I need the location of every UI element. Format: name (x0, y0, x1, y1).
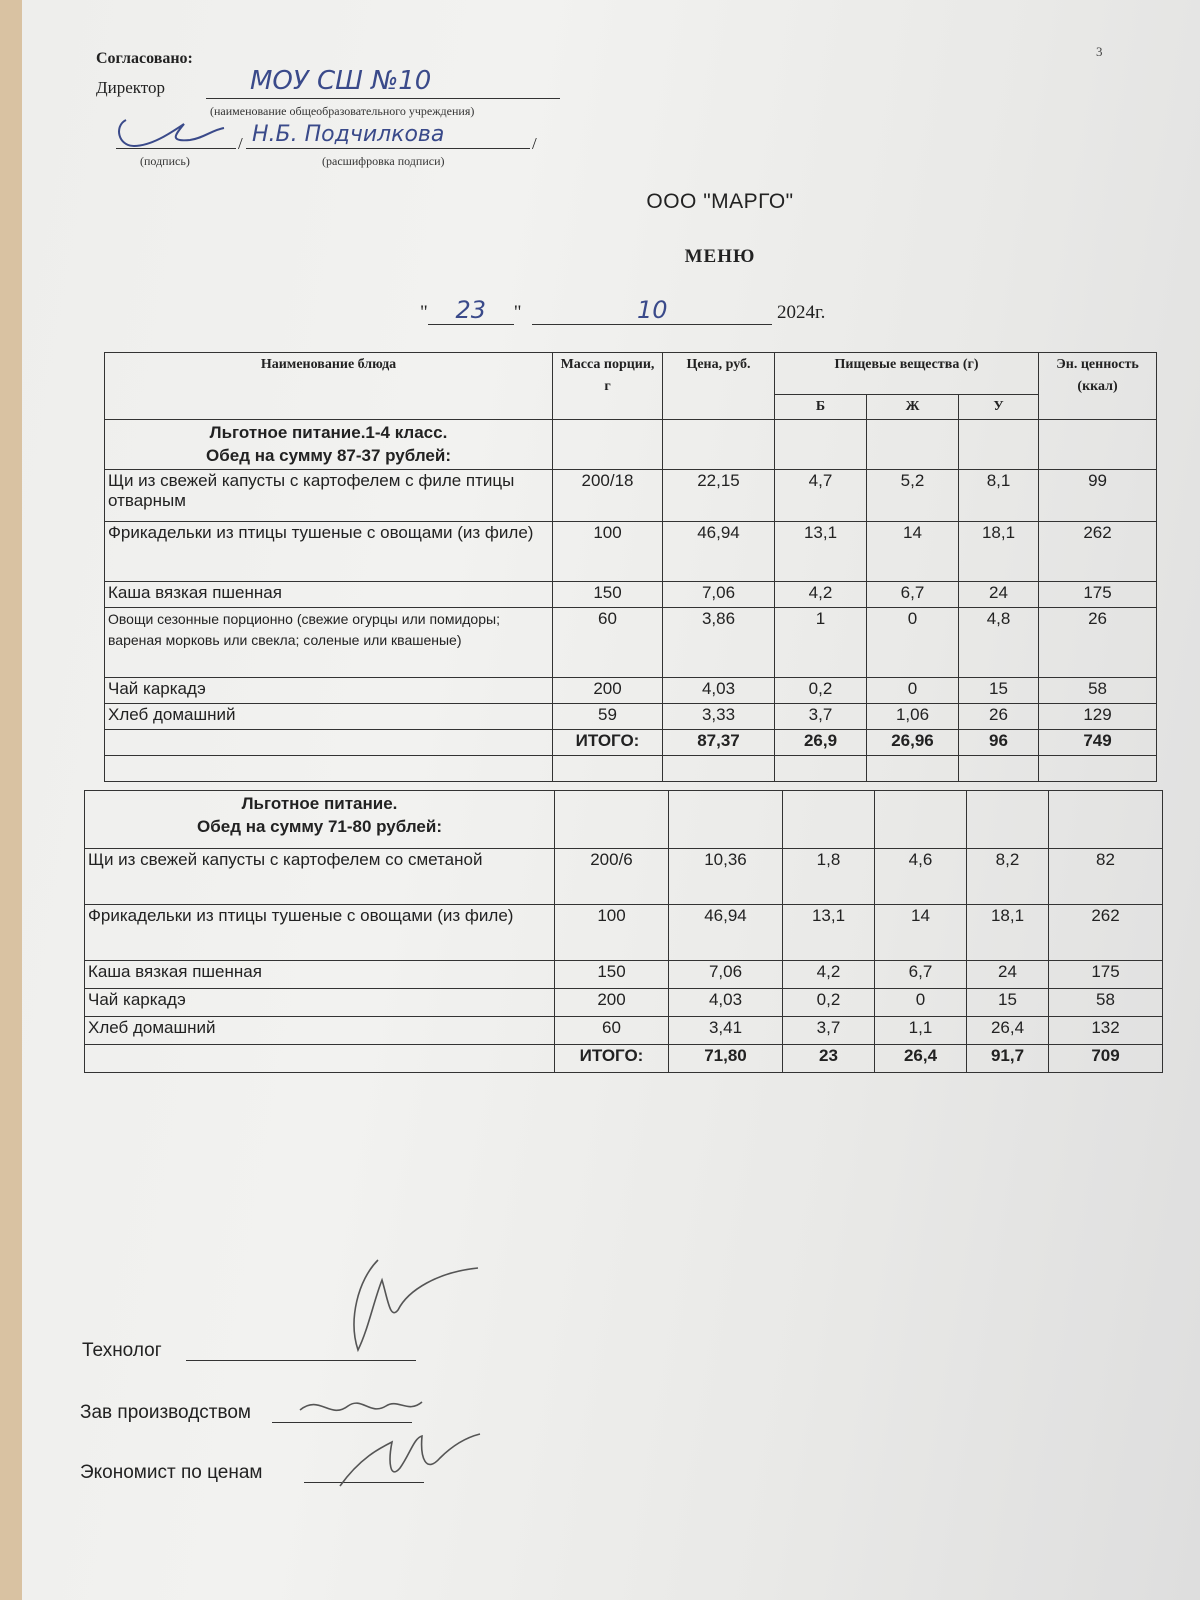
section-1-line2: Обед на сумму 87-37 рублей: (206, 446, 451, 465)
date-year: 2024г. (777, 302, 826, 323)
dish-protein: 0,2 (783, 989, 875, 1017)
dish-price: 46,94 (663, 522, 775, 582)
menu-date: " 23 " 10 2024г. (420, 296, 826, 324)
header-price: Цена, руб. (663, 353, 775, 420)
dish-energy: 132 (1049, 1017, 1163, 1045)
dish-mass: 200/18 (553, 470, 663, 522)
dish-mass: 59 (553, 704, 663, 730)
section-2-line2: Обед на сумму 71-80 рублей: (197, 817, 442, 836)
dish-price: 4,03 (663, 678, 775, 704)
economist-signature (330, 1428, 490, 1498)
total-protein: 23 (783, 1045, 875, 1073)
header-mass: Масса порции, г (553, 353, 663, 420)
dish-energy: 262 (1039, 522, 1157, 582)
dish-protein: 4,2 (775, 582, 867, 608)
section-1-title (105, 420, 553, 470)
header-fat: Ж (867, 395, 959, 420)
dish-fat: 5,2 (867, 470, 959, 522)
dish-carbs: 18,1 (967, 905, 1049, 961)
section-2-rows (85, 849, 1163, 1045)
dish-protein: 4,7 (775, 470, 867, 522)
header-protein: Б (775, 395, 867, 420)
section-1-total-row (105, 730, 1157, 756)
total-fat: 26,4 (875, 1045, 967, 1073)
dish-row (85, 989, 1163, 1017)
dish-mass: 200 (555, 989, 669, 1017)
name-line (246, 148, 530, 149)
date-day: 23 (428, 296, 514, 325)
dish-name: Хлеб домашний (85, 1017, 555, 1045)
dish-carbs: 26 (959, 704, 1039, 730)
dish-protein: 13,1 (783, 905, 875, 961)
dish-carbs: 8,2 (967, 849, 1049, 905)
dish-row (105, 522, 1157, 582)
dish-row (105, 470, 1157, 522)
dish-fat: 0 (867, 608, 959, 678)
dish-price: 22,15 (663, 470, 775, 522)
name-caption: (расшифровка подписи) (322, 154, 445, 168)
section-1-rows (105, 470, 1157, 730)
dish-row (105, 704, 1157, 730)
dish-energy: 175 (1049, 961, 1163, 989)
dish-energy: 26 (1039, 608, 1157, 678)
dish-protein: 3,7 (775, 704, 867, 730)
technologist-signature (318, 1250, 488, 1360)
total-energy: 749 (1039, 730, 1157, 756)
dish-protein: 3,7 (783, 1017, 875, 1045)
menu-table-1 (104, 352, 1157, 782)
approval-title: Согласовано: (96, 50, 193, 67)
signature-caption: (подпись) (140, 154, 190, 168)
dish-mass: 100 (555, 905, 669, 961)
dish-price: 7,06 (663, 582, 775, 608)
slash-sep: / (238, 134, 243, 153)
spacer-row (105, 756, 1157, 782)
dish-row (85, 849, 1163, 905)
dish-mass: 150 (553, 582, 663, 608)
dish-protein: 0,2 (775, 678, 867, 704)
dish-price: 3,41 (669, 1017, 783, 1045)
dish-fat: 1,06 (867, 704, 959, 730)
header-nutrients: Пищевые вещества (г) (775, 353, 1039, 395)
dish-row (105, 678, 1157, 704)
total-label: ИТОГО: (553, 730, 663, 756)
total-label: ИТОГО: (555, 1045, 669, 1073)
total-protein: 26,9 (775, 730, 867, 756)
dish-energy: 129 (1039, 704, 1157, 730)
dish-energy: 175 (1039, 582, 1157, 608)
dish-fat: 6,7 (867, 582, 959, 608)
total-price: 71,80 (669, 1045, 783, 1073)
menu-table-2 (84, 790, 1163, 1073)
dish-price: 3,86 (663, 608, 775, 678)
header-name: Наименование блюда (105, 353, 553, 420)
dish-price: 3,33 (663, 704, 775, 730)
dish-energy: 58 (1049, 989, 1163, 1017)
total-carbs: 96 (959, 730, 1039, 756)
dish-name: Чай каркадэ (85, 989, 555, 1017)
dish-mass: 150 (555, 961, 669, 989)
section-2-total-row (85, 1045, 1163, 1073)
dish-mass: 200/6 (555, 849, 669, 905)
technologist-line (186, 1360, 416, 1361)
dish-name: Фрикадельки из птицы тушеные с овощами (из филе) (85, 905, 555, 961)
dish-fat: 0 (875, 989, 967, 1017)
dish-name: Чай каркадэ (105, 678, 553, 704)
total-fat: 26,96 (867, 730, 959, 756)
dish-fat: 0 (867, 678, 959, 704)
dish-name: Каша вязкая пшенная (105, 582, 553, 608)
dish-name: Щи из свежей капусты с картофелем со сметаной (85, 849, 555, 905)
production-head-signature (290, 1386, 430, 1426)
dish-carbs: 15 (967, 989, 1049, 1017)
dish-carbs: 24 (967, 961, 1049, 989)
slash-sep-end: / (532, 134, 537, 153)
production-head-label: Зав производством (80, 1402, 251, 1423)
header-energy: Эн. ценность (ккал) (1039, 353, 1157, 420)
dish-mass: 100 (553, 522, 663, 582)
economist-label: Экономист по ценам (80, 1462, 263, 1483)
dish-name: Щи из свежей капусты с картофелем с филе птицы отварным (105, 470, 553, 522)
dish-name: Каша вязкая пшенная (85, 961, 555, 989)
dish-carbs: 4,8 (959, 608, 1039, 678)
section-2-title (85, 791, 555, 849)
dish-name: Овощи сезонные порционно (свежие огурцы или помидоры; вареная морковь или свекла; соленые или квашеные) (105, 608, 553, 678)
dish-carbs: 26,4 (967, 1017, 1049, 1045)
total-carbs: 91,7 (967, 1045, 1049, 1073)
dish-row (85, 905, 1163, 961)
dish-fat: 14 (875, 905, 967, 961)
institution-handwritten: МОУ СШ №10 (250, 66, 432, 96)
dish-name: Фрикадельки из птицы тушеные с овощами (из филе) (105, 522, 553, 582)
dish-protein: 1 (775, 608, 867, 678)
dish-row (105, 608, 1157, 678)
section-1-line1: Льготное питание.1-4 класс. (209, 423, 448, 442)
total-energy: 709 (1049, 1045, 1163, 1073)
dish-name: Хлеб домашний (105, 704, 553, 730)
dish-row (85, 1017, 1163, 1045)
institution-line (206, 98, 560, 99)
dish-energy: 262 (1049, 905, 1163, 961)
dish-fat: 14 (867, 522, 959, 582)
dish-fat: 6,7 (875, 961, 967, 989)
dish-fat: 4,6 (875, 849, 967, 905)
name-handwritten: Н.Б. Подчилкова (252, 122, 445, 147)
menu-title: МЕНЮ (684, 246, 756, 267)
dish-mass: 200 (553, 678, 663, 704)
dish-row (85, 961, 1163, 989)
page-number: 3 (1096, 44, 1103, 59)
dish-protein: 13,1 (775, 522, 867, 582)
dish-mass: 60 (555, 1017, 669, 1045)
section-2-line1: Льготное питание. (241, 794, 398, 813)
dish-protein: 4,2 (783, 961, 875, 989)
dish-energy: 99 (1039, 470, 1157, 522)
signature-line (116, 148, 236, 149)
institution-caption: (наименование общеобразовательного учреждения) (210, 104, 475, 118)
director-signature (112, 112, 232, 156)
dish-carbs: 24 (959, 582, 1039, 608)
total-price: 87,37 (663, 730, 775, 756)
dish-fat: 1,1 (875, 1017, 967, 1045)
dish-price: 4,03 (669, 989, 783, 1017)
date-month: 10 (532, 296, 772, 325)
dish-protein: 1,8 (783, 849, 875, 905)
dish-price: 46,94 (669, 905, 783, 961)
director-label: Директор (96, 78, 165, 97)
header-carbs: У (959, 395, 1039, 420)
dish-energy: 82 (1049, 849, 1163, 905)
dish-row (105, 582, 1157, 608)
dish-energy: 58 (1039, 678, 1157, 704)
dish-carbs: 15 (959, 678, 1039, 704)
dish-mass: 60 (553, 608, 663, 678)
dish-carbs: 8,1 (959, 470, 1039, 522)
dish-carbs: 18,1 (959, 522, 1039, 582)
dish-price: 7,06 (669, 961, 783, 989)
dish-price: 10,36 (669, 849, 783, 905)
technologist-label: Технолог (82, 1340, 162, 1361)
company-name: ООО "МАРГО" (646, 190, 794, 213)
